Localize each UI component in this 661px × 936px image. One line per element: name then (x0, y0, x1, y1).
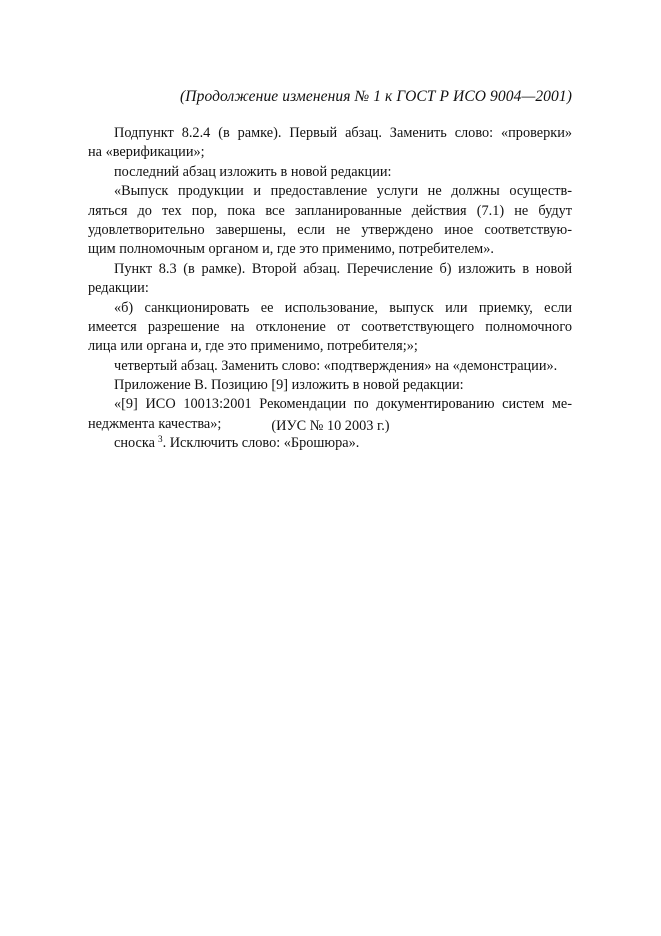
footnote-label: сноска (114, 435, 155, 452)
text-line: Пункт 8.3 (в рамке). Второй абзац. Перечисление б) изложить в новой (114, 260, 572, 277)
text-line: удовлетворительно завершены, если не утверждено иное соответствую- (88, 221, 572, 238)
text-line: четвертый абзац. Заменить слово: «подтверждения» на «демонстрации». (114, 357, 558, 374)
text-line: Подпункт 8.2.4 (в рамке). Первый абзац. Заменить слово: «проверки» (114, 125, 572, 141)
text-line: ляться до тех пор, пока все запланированные действия (7.1) не будут (88, 202, 572, 219)
text-line: имеется разрешение на отклонение от соответствующего полномочного (88, 318, 572, 335)
text-line: на «верификации»; (88, 144, 205, 161)
text-line: «б) санкционировать ее использование, выпуск или приемку, если (114, 299, 572, 316)
source-reference: (ИУС № 10 2003 г.) (271, 418, 390, 434)
footnote-mark: 3 (157, 435, 163, 446)
amendment-text (88, 124, 572, 454)
text-line: редакции: (88, 280, 149, 297)
text-line: «[9] ИСО 10013:2001 Рекомендации по документированию систем ме- (114, 396, 572, 413)
footnote-instruction: Исключить слово: «Брошюра». (169, 435, 360, 452)
text-line: лица или органа и, где это применимо, потребителя;»; (88, 338, 418, 355)
footnote-line: сноска $^3$. Исключить слово: «Брошюра». (114, 435, 360, 452)
text-line: щим полномочным органом и, где это применимо, потребителем». (88, 241, 494, 258)
continuation-header: (Продолжение изменения № 1 к ГОСТ Р ИСО 9004—2001) (180, 88, 572, 105)
text-line: «Выпуск продукции и предоставление услуги не должны осуществ- (114, 183, 572, 200)
text-line: последний абзац изложить в новой редакции: (114, 163, 392, 180)
text-line: Приложение В. Позицию [9] изложить в новой редакции: (114, 377, 464, 394)
text-line: неджмента качества»; (88, 415, 222, 432)
